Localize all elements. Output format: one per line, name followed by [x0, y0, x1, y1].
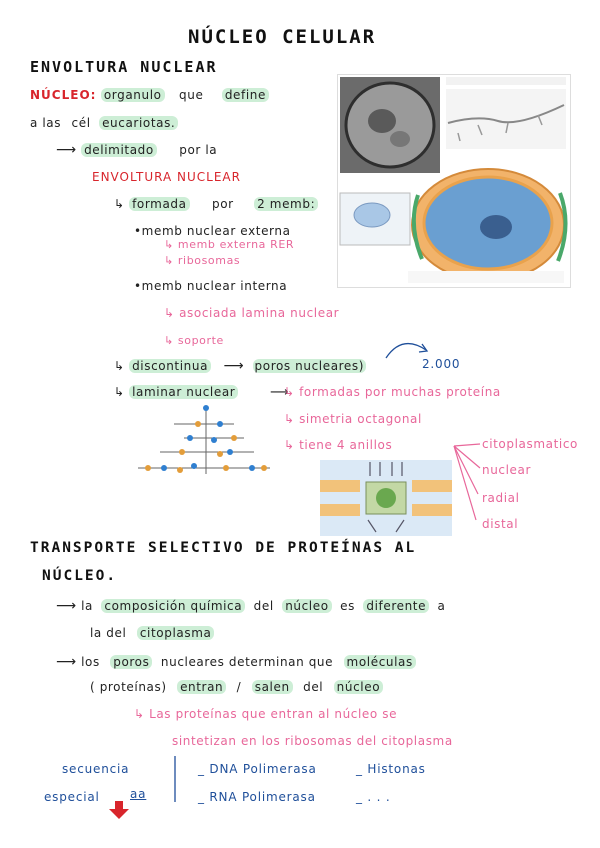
para-citoplasma: [90, 626, 214, 640]
list-dna-polimerasa: _ DNA Polimerasa: [198, 762, 317, 776]
word-que: que: [179, 88, 204, 102]
bullet-memb-externa: •memb nuclear externa: [134, 224, 291, 238]
word-delimitado: delimitado: [81, 143, 157, 157]
figure-envelope-drawing: [338, 75, 570, 287]
word-los: los: [81, 655, 100, 669]
word-2-memb: 2 memb:: [254, 197, 318, 211]
word-por-la: por la: [179, 143, 218, 157]
word-proteinas: ( proteínas): [90, 680, 167, 694]
section-heading-transporte: TRANSPORTE SELECTIVO DE PROTEÍNAS AL: [30, 540, 417, 556]
word-a-las: a las: [30, 116, 62, 130]
anillos-branch-lines: [450, 440, 490, 526]
label-secuencia: secuencia: [62, 762, 130, 776]
word-a: a: [437, 599, 446, 613]
sub-soporte: ↳ soporte: [164, 334, 224, 347]
lamina-drawing: [134, 404, 272, 482]
section-heading-nucleo: NÚCLEO.: [42, 568, 118, 584]
line-nucleo-def: [30, 88, 269, 102]
label-aa: aa: [130, 787, 147, 801]
sub-asociada-lamina: ↳ asociada lamina nuclear: [164, 306, 340, 320]
word-es: es: [340, 599, 355, 613]
word-cel: cél: [71, 116, 91, 130]
lam-anillos: ↳ tiene 4 anillos: [284, 438, 393, 452]
word-laminar-nuclear: laminar nuclear: [129, 385, 238, 399]
anillo-distal: distal: [482, 517, 519, 531]
pore-drawing: [320, 460, 452, 536]
arrow-right: ⟶: [223, 358, 245, 374]
brace-line: [172, 754, 178, 804]
word-nucleo: núcleo: [282, 599, 331, 613]
list-etc: _ . . .: [356, 790, 391, 804]
list-rna-polimerasa: _ RNA Polimerasa: [198, 790, 316, 804]
anillo-nuclear: nuclear: [482, 463, 532, 477]
word-organulo: organulo: [101, 88, 165, 102]
word-la: la: [81, 599, 93, 613]
line-discontinua: ↳ discontinua ⟶ poros nucleares): [114, 358, 365, 374]
anillo-radial: radial: [482, 491, 520, 505]
word-formada: formada: [129, 197, 190, 211]
word-entran: entran: [177, 680, 226, 694]
para-proteinas-entran: ↳ Las proteínas que entran al núcleo se: [134, 707, 398, 721]
para-entran-salen: [90, 680, 383, 694]
section-heading-envoltura: ENVOLTURA NUCLEAR: [30, 58, 218, 76]
word-discontinua: discontinua: [129, 359, 211, 373]
list-histonas: _ Histonas: [356, 762, 426, 776]
word-nucleares-determinan: nucleares determinan que: [160, 655, 334, 669]
line-formada: ↳ formada por 2 memb:: [114, 197, 318, 211]
page-title: NÚCLEO CELULAR: [188, 26, 377, 48]
word-slash: /: [236, 680, 242, 694]
word-composicion: composición química: [101, 599, 245, 613]
word-por: por: [212, 197, 234, 211]
word-salen: salen: [252, 680, 293, 694]
bullet-memb-interna: •memb nuclear interna: [134, 279, 288, 293]
word-poros: poros: [110, 655, 152, 669]
curved-arrow-icon: [380, 332, 440, 362]
word-del2: del: [303, 680, 324, 694]
word-poros-nucleares: poros nucleares): [254, 359, 365, 373]
down-arrow-icon: [108, 800, 130, 820]
term-envoltura: ENVOLTURA NUCLEAR: [92, 170, 241, 184]
word-moleculas: moléculas: [344, 655, 416, 669]
lam-simetria: ↳ simetria octagonal: [284, 412, 422, 426]
laminar-arrow: ⟶: [270, 385, 290, 400]
sub-ribosomas: ↳ ribosomas: [164, 254, 241, 267]
word-del: del: [253, 599, 274, 613]
figure-lamina-filaments: [134, 404, 272, 482]
label-especial: especial: [44, 790, 100, 804]
word-la-del: la del: [90, 626, 127, 640]
sub-memb-externa-rer: ↳ memb externa RER: [164, 238, 295, 251]
term-nucleo: NÚCLEO:: [30, 88, 97, 102]
line-laminar: ↳ laminar nuclear: [114, 385, 238, 399]
word-eucariotas: eucariotas.: [99, 116, 178, 130]
anillo-citoplasmatico: citoplasmatico: [482, 437, 578, 451]
word-diferente: diferente: [363, 599, 429, 613]
poros-count: 2.000: [422, 357, 461, 371]
word-citoplasma: citoplasma: [137, 626, 215, 640]
para-poros: ⟶ los poros nucleares determinan que moléculas: [56, 654, 416, 670]
word-nucleo2: núcleo: [334, 680, 383, 694]
para-composicion: ⟶ la composición química del núcleo es diferente a: [56, 598, 446, 614]
word-define: define: [222, 88, 269, 102]
figure-nuclear-envelope: [337, 74, 571, 288]
figure-nuclear-pore: [320, 460, 452, 536]
line-celulas: [30, 116, 178, 130]
lam-formadas: ↳ formadas por muchas proteína: [284, 385, 501, 399]
line-delimitado: ⟶ delimitado por la: [56, 142, 218, 158]
para-sintetizan: sintetizan en los ribosomas del citoplasma: [172, 734, 453, 748]
